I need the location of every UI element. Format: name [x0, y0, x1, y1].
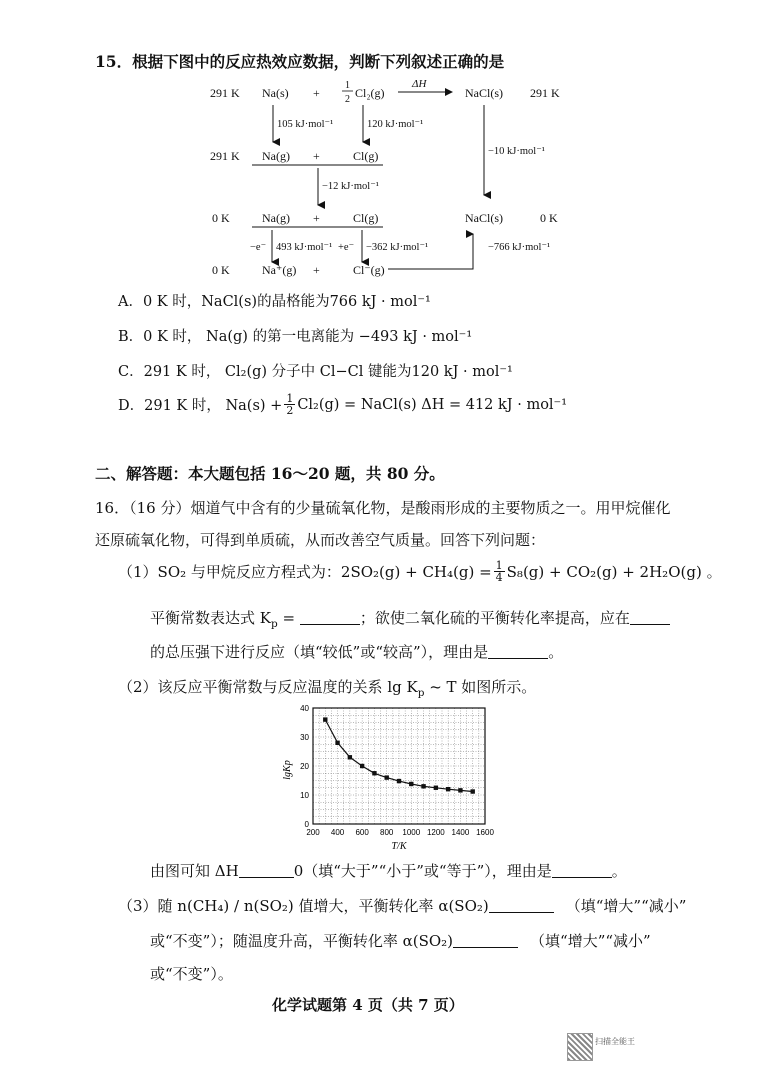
q16-part1-eq-post: S₈(g) + CO₂(g) + 2H₂O(g) 。	[506, 563, 722, 581]
chart-y-tick-label: 0	[304, 820, 309, 829]
row1-frac-den: 2	[345, 94, 350, 105]
reason1-answer-blank[interactable]	[488, 643, 548, 659]
q15-option-d	[118, 393, 567, 416]
arrow-right-label: −10 kJ·mol⁻¹	[488, 146, 545, 157]
chart-y-tick-label: 10	[300, 791, 309, 800]
alpha1-answer-blank[interactable]	[489, 897, 554, 913]
row3-nacl: NaCl(s)	[465, 211, 503, 225]
arrow3-label: −12 kJ·mol⁻¹	[322, 181, 379, 192]
row2-na: Na(g)	[262, 149, 290, 163]
chart-y-tick-label: 20	[300, 762, 309, 771]
q16-part1-line2	[150, 607, 670, 630]
q16-part1-line3	[150, 641, 563, 662]
section-2-heading: 二、解答题：本大题包括 16～20 题，共 80 分。	[95, 464, 445, 483]
page-footer: 化学试题第 4 页（共 7 页）	[272, 996, 464, 1014]
chart-data-point	[434, 786, 438, 790]
q16-part2-sub: p	[417, 687, 425, 699]
q16-part3-l1a: （3）随 n(CH₄) / n(SO₂) 值增大，平衡转化率 α(SO₂)	[118, 897, 489, 915]
q16-part1-line3-end: 。	[548, 643, 564, 661]
q15-option-a: A．0 K 时，NaCl(s)的晶格能为766 kJ · mol⁻¹	[118, 294, 431, 310]
row1-temp-left: 291 K	[210, 86, 240, 100]
chart-x-ticks	[306, 828, 494, 837]
q16-part1-num: 1	[495, 559, 503, 572]
row1-dh: ΔH	[412, 78, 427, 90]
q16-part1-eq-pre: （1）SO₂ 与甲烷反应方程式为：2SO₂(g) + CH₄(g) =	[118, 563, 492, 581]
row3-cl: Cl(g)	[353, 211, 379, 225]
q15-option-d-fraction	[284, 393, 295, 416]
lgkp-vs-t-chart	[270, 702, 500, 852]
chart-x-tick-label: 200	[306, 828, 320, 837]
alpha2-answer-blank[interactable]	[453, 932, 518, 948]
chart-data-point	[372, 771, 376, 775]
arrow6-label: −766 kJ·mol⁻¹	[488, 242, 551, 253]
q16-part2-post: ~ T 如图所示。	[424, 678, 537, 696]
row4-cl: Cl⁻(g)	[353, 263, 385, 277]
row1-temp-right: 291 K	[530, 86, 560, 100]
q16-part3-l2a: 或“不变”）；随温度升高，平衡转化率 α(SO₂)	[150, 932, 454, 950]
q16-part3-line2	[150, 930, 651, 951]
chart-x-tick-label: 1200	[426, 828, 445, 837]
q16-part3-line3: 或“不变”）。	[150, 965, 233, 983]
q16-part1-fraction	[494, 560, 505, 583]
chart-y-tick-label: 40	[300, 704, 309, 713]
q15-option-b: B．0 K 时， Na(g) 的第一电离能为 −493 kJ · mol⁻¹	[118, 329, 473, 345]
q16-part2-prompt	[118, 676, 536, 699]
chart-data-point	[471, 789, 475, 793]
chart-x-label: T/K	[391, 841, 407, 852]
q15-option-c: C．291 K 时， Cl₂(g) 分子中 Cl−Cl 键能为120 kJ · mol⁻¹	[118, 364, 513, 380]
q15-option-d-num: 1	[286, 392, 294, 405]
row4-plus: +	[313, 263, 320, 277]
q16-part2-concl-c: 。	[611, 862, 627, 880]
arrow5-prefix: +e⁻	[338, 242, 355, 253]
row2-temp: 291 K	[210, 149, 240, 163]
row1-na: Na(s)	[262, 86, 289, 100]
arrow2-label: 120 kJ·mol⁻¹	[367, 119, 424, 130]
q16-part3-l1b: （填“增大”“减小”	[565, 897, 687, 915]
q16-kp-eq: =	[277, 609, 300, 627]
reaction-diagram	[190, 72, 590, 287]
row1-cl2: Cl₂(g)	[355, 86, 385, 100]
row2-plus: +	[313, 149, 320, 163]
arrow4-prefix: −e⁻	[250, 242, 267, 253]
q16-part1-line3-text: 的总压强下进行反应（填“较低”或“较高”），理由是	[150, 643, 489, 661]
chart-x-tick-label: 800	[380, 828, 394, 837]
chart-data-point	[360, 764, 364, 768]
chart-x-tick-label: 600	[355, 828, 369, 837]
row2-cl: Cl(g)	[353, 149, 379, 163]
chart-x-tick-label: 1600	[476, 828, 494, 837]
row3-plus: +	[313, 211, 320, 225]
row3-temp: 0 K	[212, 211, 230, 225]
row1-frac-num: 1	[345, 80, 350, 91]
chart-data-point	[446, 787, 450, 791]
arrow5-label: −362 kJ·mol⁻¹	[366, 242, 429, 253]
chart-data-point	[409, 782, 413, 786]
reason2-answer-blank[interactable]	[552, 862, 612, 878]
q16-part3-l2b: （填“增大”“减小”	[530, 932, 651, 950]
pressure-answer-blank[interactable]	[630, 609, 670, 625]
qr-code-icon	[567, 1033, 593, 1061]
q16-part1-den: 4	[495, 571, 503, 584]
chart-data-point	[385, 775, 389, 779]
row4-temp: 0 K	[212, 263, 230, 277]
q15-option-d-post: Cl₂(g) = NaCl(s) ΔH = 412 kJ · mol⁻¹	[297, 396, 568, 413]
q16-kp-label: 平衡常数表达式 K	[150, 609, 271, 627]
chart-data-point	[323, 717, 327, 721]
q16-part1-line2-rest: ；欲使二氧化硫的平衡转化率提高，应在	[359, 609, 630, 627]
chart-data-point	[335, 741, 339, 745]
row1-plus: +	[313, 86, 320, 100]
q15-option-d-den: 2	[286, 404, 294, 417]
q16-kp-sub: p	[270, 618, 278, 630]
q16-part2-conclusion	[150, 860, 627, 881]
row3-temp-right: 0 K	[540, 211, 558, 225]
q16-part2-concl-b: 0（填“大于”“小于”或“等于”），理由是	[293, 862, 552, 880]
chart-data-point	[458, 788, 462, 792]
row3-na: Na(g)	[262, 211, 290, 225]
chart-y-label: lgKp	[282, 760, 293, 780]
q15-title: 15．根据下图中的反应热效应数据，判断下列叙述正确的是	[95, 52, 505, 71]
q16-intro-line1: 16．（16 分）烟道气中含有的少量硫氧化物，是酸雨形成的主要物质之一。用甲烷催化	[95, 499, 671, 517]
q16-part2-concl-a: 由图可知 ΔH	[150, 862, 239, 880]
q16-intro-line2: 还原硫氧化物，可得到单质硫，从而改善空气质量。回答下列问题：	[95, 531, 546, 549]
q16-part2-text: （2）该反应平衡常数与反应温度的关系 lg K	[118, 678, 418, 696]
q15-option-d-pre: D．291 K 时， Na(s) +	[118, 398, 283, 414]
dh-answer-blank[interactable]	[239, 862, 294, 878]
arrow4-label: 493 kJ·mol⁻¹	[276, 242, 333, 253]
kp-answer-blank[interactable]	[300, 609, 360, 625]
chart-x-tick-label: 1400	[451, 828, 470, 837]
chart-data-point	[421, 784, 425, 788]
chart-y-ticks	[300, 704, 309, 829]
row4-na: Na⁺(g)	[262, 263, 297, 277]
chart-x-tick-label: 400	[330, 828, 345, 837]
chart-data-point	[348, 755, 352, 759]
chart-grid	[313, 708, 485, 824]
watermark-text: 扫描全能王	[595, 1037, 635, 1046]
q16-part1-equation	[118, 560, 722, 583]
row1-nacl: NaCl(s)	[465, 86, 503, 100]
chart-x-tick-label: 1000	[402, 828, 421, 837]
arrow1-label: 105 kJ·mol⁻¹	[277, 119, 334, 130]
chart-y-tick-label: 30	[300, 733, 309, 742]
chart-data-point	[397, 779, 401, 783]
q16-part3-line1	[118, 895, 686, 916]
